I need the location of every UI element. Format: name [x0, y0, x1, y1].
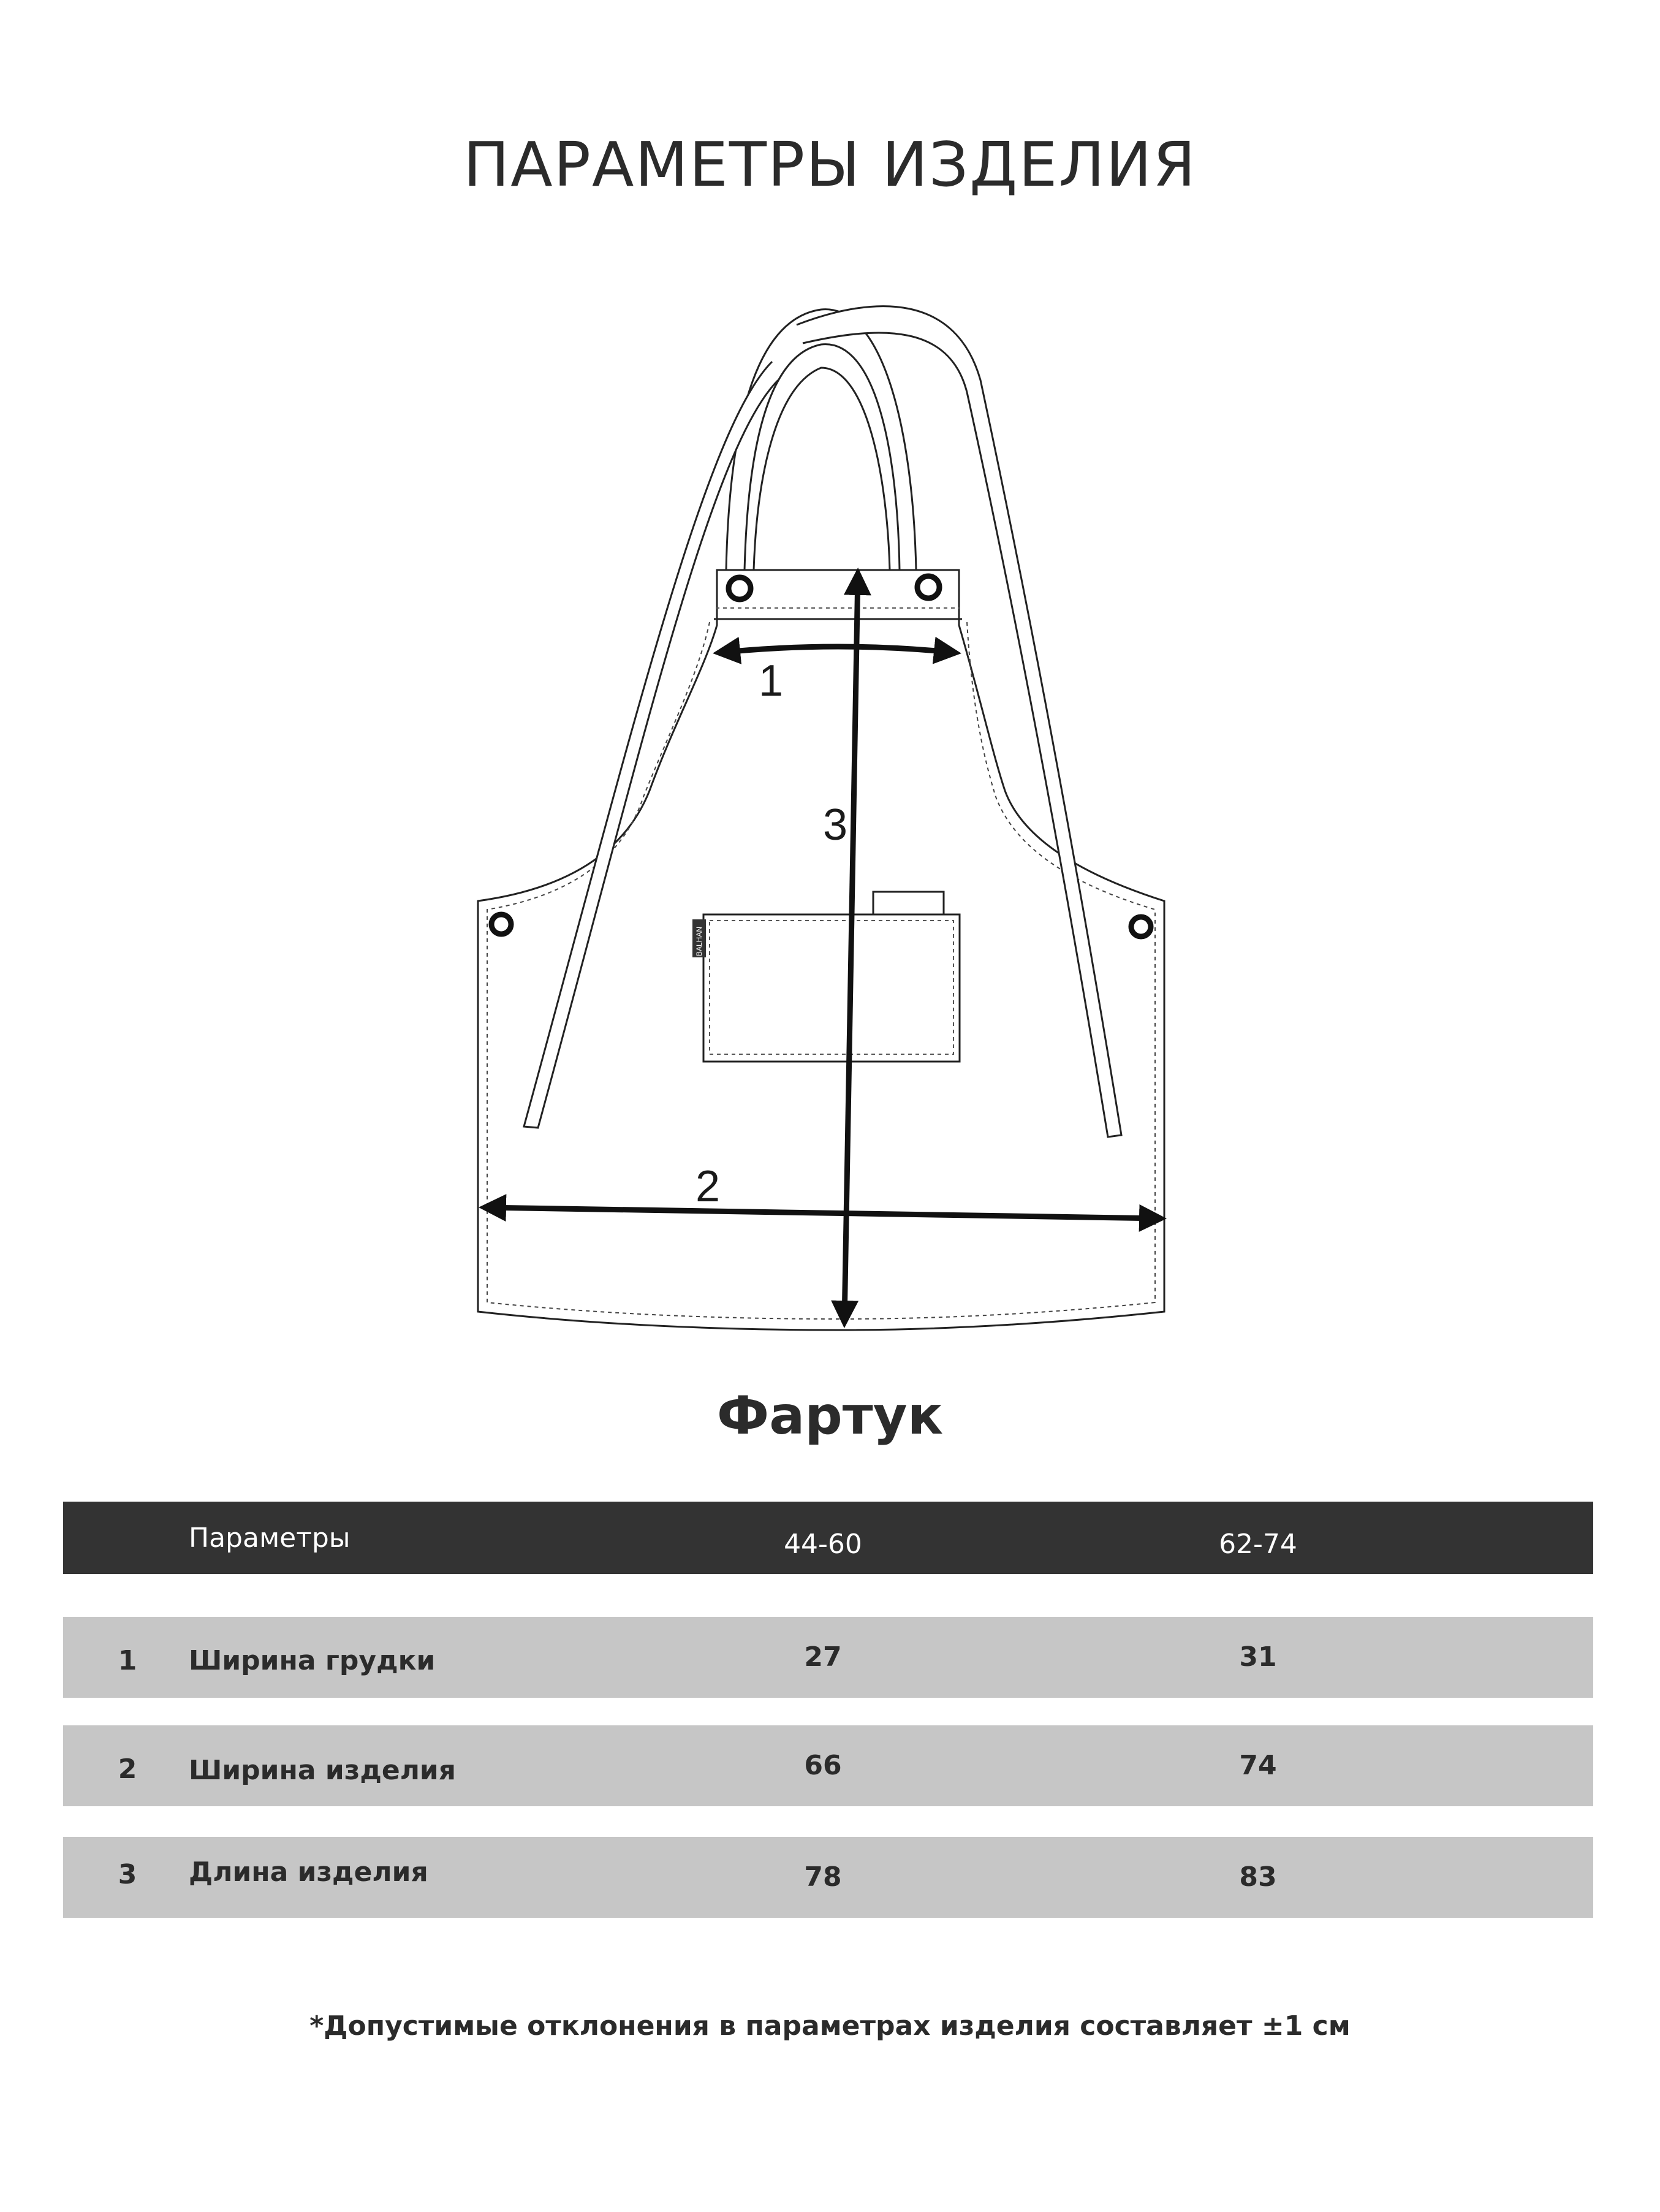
row-param-name: Длина изделия: [189, 1857, 428, 1888]
row-value-62-74: 83: [1239, 1861, 1277, 1893]
row-number: 3: [118, 1859, 137, 1890]
label-2: 2: [695, 1162, 721, 1211]
grommet-icon: [491, 914, 511, 934]
table-row: [63, 1617, 1593, 1698]
row-param-name: Ширина изделия: [189, 1755, 457, 1786]
pocket-tag-text: BALHAN: [695, 926, 703, 956]
table-row: [63, 1725, 1593, 1806]
row-value-62-74: 74: [1239, 1750, 1277, 1781]
pocket: [703, 914, 960, 1062]
header-size-44-60: 44-60: [784, 1529, 862, 1560]
table-row: [63, 1837, 1593, 1918]
tolerance-note: *Допустимые отклонения в параметрах изделия составляет ±1 см: [309, 2010, 1351, 2042]
pen-slot: [873, 892, 944, 914]
page-title: ПАРАМЕТРЫ ИЗДЕЛИЯ: [463, 129, 1197, 200]
header-params: Параметры: [189, 1522, 351, 1554]
row-number: 2: [118, 1754, 137, 1785]
row-value-44-60: 78: [804, 1861, 842, 1893]
header-size-62-74: 62-74: [1219, 1529, 1297, 1560]
grommet-icon: [729, 577, 751, 599]
row-number: 1: [118, 1645, 137, 1676]
label-1: 1: [759, 656, 784, 705]
row-value-44-60: 27: [804, 1641, 842, 1673]
product-name: Фартук: [716, 1385, 944, 1446]
table-header: [63, 1502, 1593, 1574]
row-value-44-60: 66: [804, 1750, 842, 1781]
grommet-icon: [917, 576, 939, 598]
grommet-icon: [1131, 917, 1151, 937]
row-value-62-74: 31: [1239, 1641, 1277, 1673]
label-3: 3: [823, 800, 848, 849]
row-param-name: Ширина грудки: [189, 1645, 436, 1676]
